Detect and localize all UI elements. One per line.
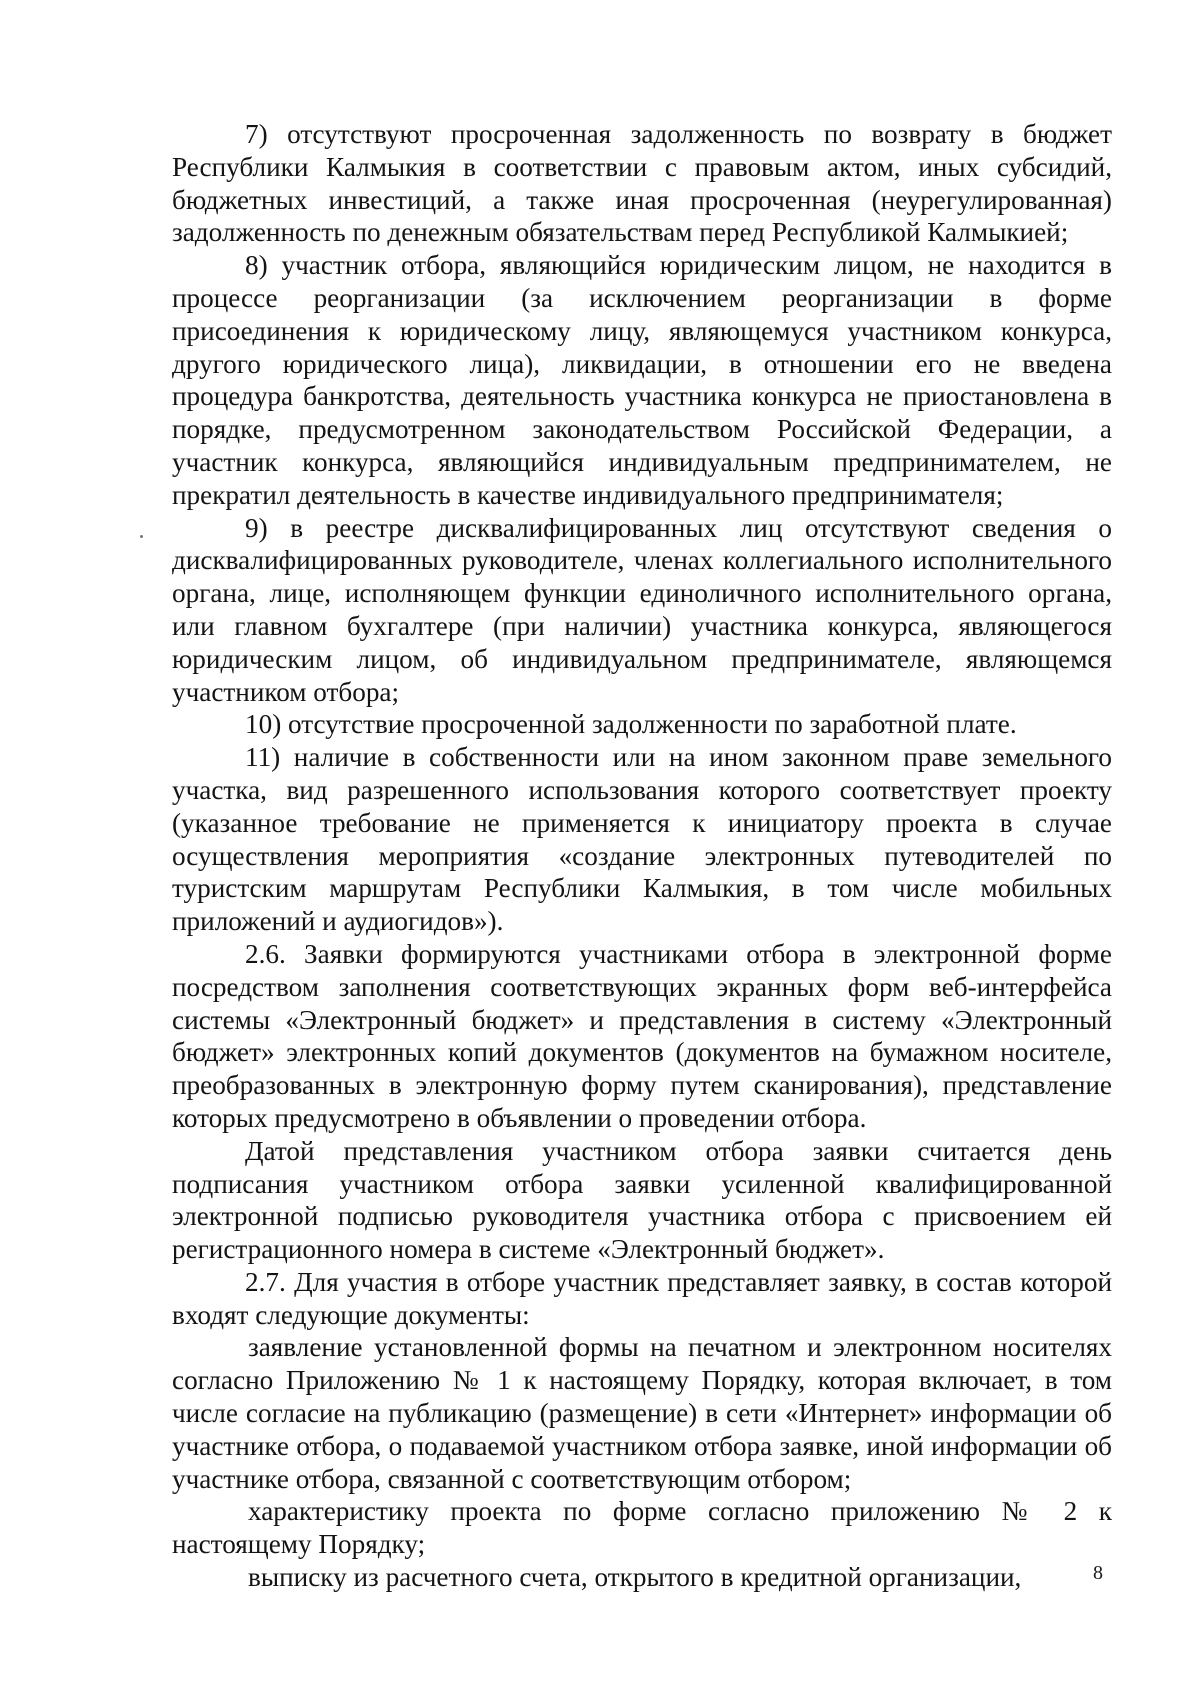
scan-speck (140, 535, 143, 538)
paragraph-account-statement: выписку из расчетного счета, открытого в кредитной организации, (248, 1562, 1022, 1593)
paragraph-item-7: 7) отсутствуют просроченная задолженность по возврату в бюджет Республики Калмыкия в соответствии с правовым актом, иных субсидий, бюджетных инвестиций, а также иная просроченная (неурегулированная) задолженность по денежным обязательствам перед Республикой Калмыкией; (172, 119, 1112, 248)
paragraph-application-form: заявление установленной формы на печатном и электронном носителях согласно Приложению № 1 к настоящему Порядку, которая включает, в том числе согласие на публикацию (размещение) в сети «Интернет» информации об участнике отбора, о подаваемой участником отбора заявке, иной информации об участнике отбора, связанной с соответствующим отбором; (172, 1332, 1112, 1494)
paragraph-item-8: 8) участник отбора, являющийся юридическим лицом, не находится в процессе реорганизации (за исключением реорганизации в форме присоединения к юридическому лицу, являющемуся участником конкурса, другого юридического лица), ликвидации, в отношении его не введена процедура банкротства, деятельность участника конкурса не приостановлена в порядке, предусмотренном законодательством Российской Федерации, а участник конкурса, являющийся индивидуальным предпринимателем, не прекратил деятельность в качестве индивидуального предпринимателя; (172, 250, 1112, 510)
paragraph-project-characteristics: характеристику проекта по форме согласно приложению № 2 к настоящему Порядку; (172, 1496, 1112, 1560)
page-number: 8 (1093, 1562, 1103, 1584)
paragraph-submission-date: Датой представления участником отбора заявки считается день подписания участником отбора заявки усиленной квалифицированной электронной подписью руководителя участника отбора с присвоением ей регистрационного номера в системе «Электронный бюджет». (172, 1135, 1112, 1265)
paragraph-item-11: 11) наличие в собственности или на ином законном праве земельного участка, вид разрешенного использования которого соответствует проекту (указанное требование не применяется к инициатору проекта в случае осуществления мероприятия «создание электронных путеводителей по туристским маршрутам Республики Калмыкия, в том числе мобильных приложений и аудиогидов»). (172, 742, 1112, 937)
document-body (172, 118, 1112, 1594)
paragraph-clause-2-6: 2.6. Заявки формируются участниками отбора в электронной форме посредством заполнения соответствующих экранных форм веб-интерфейса системы «Электронный бюджет» и представления в систему «Электронный бюджет» электронных копий документов (документов на бумажном носителе, преобразованных в электронную форму путем сканирования), представление которых предусмотрено в объявлении о проведении отбора. (172, 938, 1112, 1133)
paragraph-item-9: 9) в реестре дисквалифицированных лиц отсутствуют сведения о дисквалифицированных руководителе, членах коллегиального исполнительного органа, лице, исполняющем функции единоличного исполнительного органа, или главном бухгалтере (при наличии) участника конкурса, являющегося юридическим лицом, об индивидуальном предпринимателе, являющемся участником отбора; (172, 512, 1112, 707)
paragraph-clause-2-7: 2.7. Для участия в отборе участник представляет заявку, в состав которой входят следующие документы: (172, 1266, 1112, 1330)
paragraph-item-10: 10) отсутствие просроченной задолженности по заработной плате. (245, 709, 1017, 740)
